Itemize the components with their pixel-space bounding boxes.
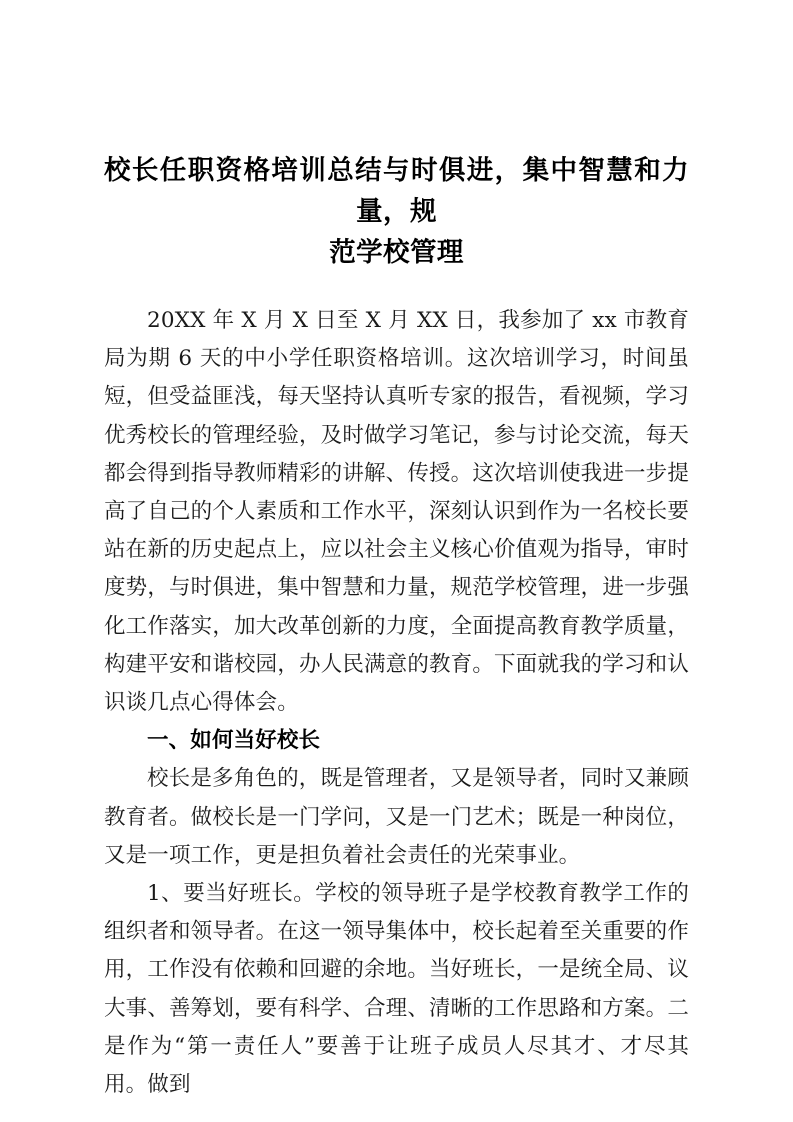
page-title (104, 150, 689, 273)
intro-paragraph: 20XX 年 X 月 X 日至 X 月 XX 日，我参加了 xx 市教育局为期 6 天的中小学任职资格培训。这次培训学习，时间虽短，但受益匪浅，每天坚持认真听专家的报告，看视频，学习优秀校长的管理经验，及时做学习笔记，参与讨论交流，每天都会得到指导教师精彩的讲解、传授。这次培训使我进一步提高了自己的个人素质和工作水平，深刻认识到作为一名校长要站在新的历史起点上，应以社会主义核心价值观为指导，审时度势，与时俱进，集中智慧和力量，规范学校管理，进一步强化工作落实，加大改革创新的力度，全面提高教育教学质量，构建平安和谐校园，办人民满意的教育。下面就我的学习和认识谈几点心得体会。 (104, 308, 689, 716)
page-title-line-2: 范学校管理 (329, 237, 464, 268)
page-title-line-1: 校长任职资格培训总结与时俱进，集中智慧和力量，规 (104, 155, 689, 227)
point-one-paragraph: 1、要当好班长。学校的领导班子是学校教育教学工作的组织者和领导者。在这一领导集体中，校长起着至关重要的作用，工作没有依赖和回避的余地。当好班长，一是统全局、议大事、善筹划，要有科学、合理、清晰的工作思路和方案。二是作为“第一责任人”要善于让班子成员人尽其才、才尽其用。做到 (104, 881, 689, 1098)
document-content (104, 150, 689, 1104)
principal-roles-paragraph: 校长是多角色的，既是管理者，又是领导者，同时又兼顾教育者。做校长是一门学问，又是一门艺术；既是一种岗位，又是一项工作，更是担负着社会责任的光荣事业。 (104, 766, 689, 868)
section-heading-1: 一、如何当好校长 (147, 728, 321, 754)
